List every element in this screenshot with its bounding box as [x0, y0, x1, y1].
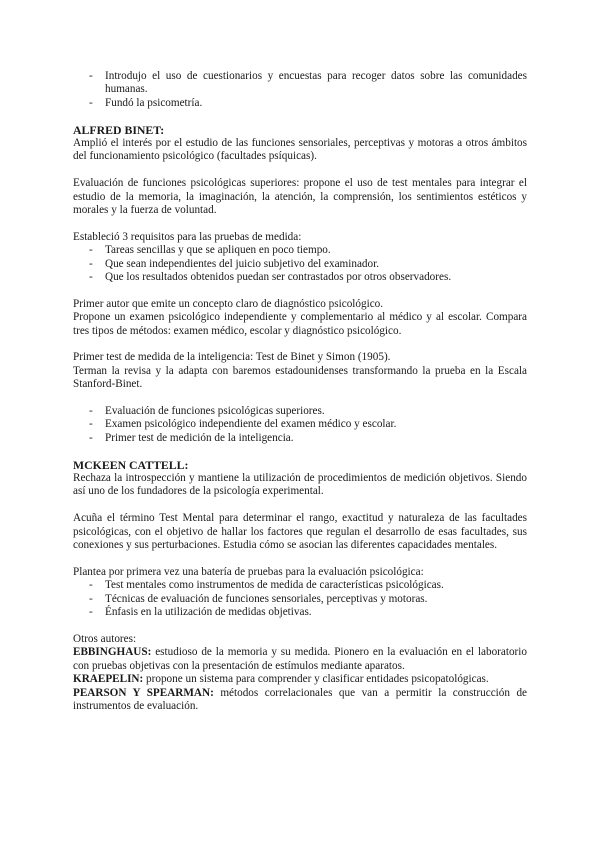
- paragraph: Rechaza la introspección y mantiene la utilización de procedimientos de medición objetivos. Siendo así uno de los fundadores de la psicología experimental.: [73, 472, 527, 498]
- paragraph: Primer autor que emite un concepto claro de diagnóstico psicológico.: [73, 297, 384, 310]
- author-name: KRAEPELIN:: [73, 673, 144, 686]
- list-item: - Técnicas de evaluación de funciones sensoriales, perceptivas y motoras.: [73, 593, 527, 606]
- ebbinghaus-entry: [73, 646, 527, 673]
- intro-list: [73, 70, 527, 110]
- paragraph: Estableció 3 requisitos para las pruebas de medida:: [73, 230, 302, 243]
- list-item: - Test mentales como instrumentos de medida de características psicológicas.: [73, 579, 527, 592]
- paragraph: Amplió el interés por el estudio de las funciones sensoriales, perceptivas y motoras a otros ámbitos del funcionamiento psicológico (facultades psíquicas).: [73, 137, 527, 163]
- author-description: estudioso de la memoria y su medida. Pionero en la evaluación en el laboratorio con pruebas objetivas con la presentación de estímulos mediante aparatos.: [73, 646, 527, 672]
- binet-summary-list: [73, 405, 527, 445]
- author-description: propone un sistema para comprender y clasificar entidades psicopatológicas.: [143, 673, 489, 686]
- requisitos-list: [73, 244, 527, 284]
- pearson-spearman-entry: [73, 687, 527, 714]
- document-page: [73, 70, 527, 713]
- kraepelin-entry: [73, 673, 527, 686]
- author-description: métodos correlacionales que van a permitir la construcción de instrumentos de evaluación.: [73, 686, 528, 712]
- section-heading-cattell: MCKEEN CATTELL:: [73, 457, 189, 472]
- author-name: EBBINGHAUS:: [73, 646, 152, 659]
- list-item: - Introdujo el uso de cuestionarios y encuestas para recoger datos sobre las comunidades humanas.: [73, 70, 527, 97]
- list-item: - Primer test de medición de la inteligencia.: [73, 432, 527, 445]
- list-item: - Fundó la psicometría.: [73, 97, 527, 110]
- list-item: - Énfasis en la utilización de medidas objetivas.: [73, 606, 527, 619]
- list-item: - Examen psicológico independiente del examen médico y escolar.: [73, 418, 527, 431]
- list-item: - Evaluación de funciones psicológicas superiores.: [73, 405, 527, 418]
- list-item: - Que los resultados obtenidos puedan ser contrastados por otros observadores.: [73, 271, 527, 284]
- paragraph: Terman la revisa y la adapta con baremos estadounidenses transformando la prueba en la Escala Stanford-Binet.: [73, 364, 527, 391]
- list-item: - Tareas sencillas y que se apliquen en poco tiempo.: [73, 244, 527, 257]
- paragraph: Primer test de medida de la inteligencia: Test de Binet y Simon (1905).: [73, 351, 391, 364]
- otros-autores-label: Otros autores:: [73, 632, 137, 645]
- list-item: - Que sean independientes del juicio subjetivo del examinador.: [73, 258, 527, 271]
- paragraph: Plantea por primera vez una batería de pruebas para la evaluación psicológica:: [73, 565, 424, 578]
- paragraph: Acuña el término Test Mental para determinar el rango, exactitud y naturaleza de las facultades psicológicas, con el objetivo de hallar los factores que regulan el desarrollo de esas facultades, sus conexiones y sus perturbaciones. Estudia cómo se asocian las diferentes capacidades mentales.: [73, 512, 527, 552]
- section-heading-binet: ALFRED BINET:: [73, 122, 165, 137]
- paragraph: Evaluación de funciones psicológicas superiores: propone el uso de test mentales para integrar el estudio de la memoria, la imaginación, la atención, la comprensión, los sentimientos estéticos y morales y la fuerza de voluntad.: [73, 177, 527, 217]
- paragraph: Propone un examen psicológico independiente y complementario al médico y al escolar. Compara tres tipos de métodos: examen médico, escolar y diagnóstico psicológico.: [73, 311, 527, 337]
- bateria-list: [73, 579, 527, 619]
- author-name: PEARSON Y SPEARMAN:: [73, 686, 214, 699]
